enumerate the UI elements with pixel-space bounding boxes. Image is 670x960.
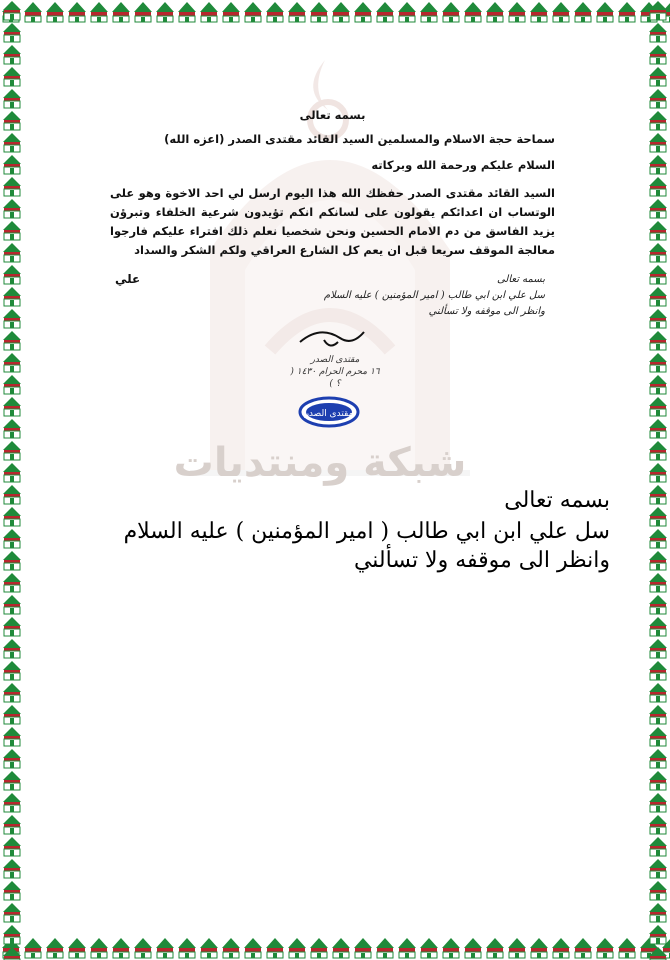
typed-letter — [110, 108, 555, 260]
official-stamp — [298, 396, 360, 428]
letter-body: السيد القائد مقتدى الصدر حفظك الله هذا اليوم ارسل لي احد الاخوة وهو على الوتساب ان اعدائكم يقولون على لسانكم انكم تؤيدون شرعية الخلفاء وتبرؤن يزيد الفاسق من دم الامام الحسين ونحن شخصيا نعلم ذلك افتراء عليكم فارجوا معالجة الموقف سريعا قبل ان يعم كل الشارع العراقي ولكم الشكر والسداد — [110, 186, 555, 257]
handwriting-line-2: سل علي ابن ابي طالب ( امير المؤمنين ) عليه السلام — [323, 290, 545, 301]
handwritten-reply — [300, 272, 545, 320]
transcription-line-1: سل علي ابن ابي طالب ( امير المؤمنين ) عليه السلام — [123, 519, 610, 544]
letter-sender-name: علي — [115, 272, 141, 286]
letter-greeting: السلام عليكم ورحمة الله وبركاته — [371, 158, 555, 172]
letter-heading: بسمه تعالى — [299, 108, 366, 122]
transcription-heading: بسمه تعالى — [504, 488, 610, 513]
handwriting-line-3: وانظر الى موقفه ولا تسألني — [428, 306, 545, 317]
stamp-text: مقتدى الصدر — [304, 409, 354, 419]
signature-date: ١٦ محرم الحرام ١٤٣٠ ( ؟ ) — [290, 367, 380, 389]
letter-recipient: سماحة حجة الاسلام والمسلمين السيد القائد مقتدى الصدر (اعزه الله) — [164, 132, 555, 146]
transcription — [120, 488, 610, 577]
handwriting-line-1: بسمه تعالى — [496, 274, 545, 285]
transcription-line-2: وانظر الى موقفه ولا تسألني — [353, 548, 610, 573]
watermark-text: شبكة ومنتديات — [173, 440, 467, 486]
decorative-border-right — [646, 0, 670, 960]
decorative-border-left — [0, 0, 24, 960]
decorative-border-bottom — [0, 936, 670, 960]
decorative-border-top — [0, 0, 670, 24]
signature-name: مقتدى الصدر — [310, 355, 360, 365]
signature-block — [290, 354, 380, 390]
